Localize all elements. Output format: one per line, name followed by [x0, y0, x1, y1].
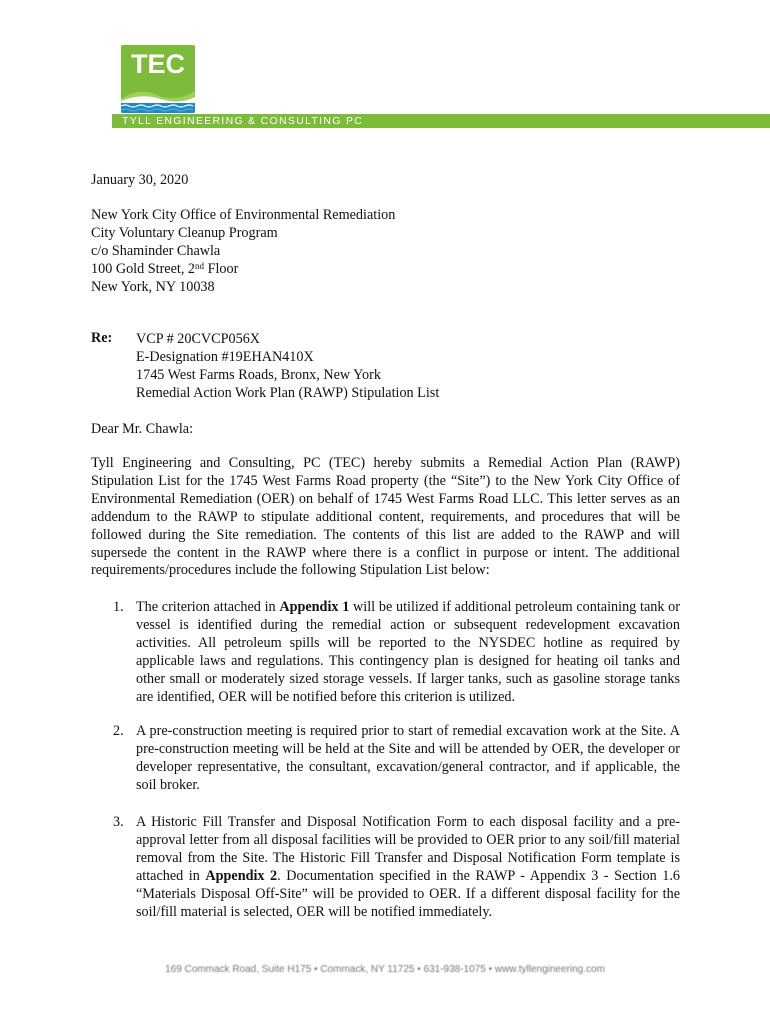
logo-landscape-icon	[121, 81, 195, 113]
re-line: Remedial Action Work Plan (RAWP) Stipulation List	[136, 385, 440, 401]
street-text: 100 Gold Street, 2	[91, 261, 196, 277]
intro-paragraph: Tyll Engineering and Consulting, PC (TEC) hereby submits a Remedial Action Plan (RAWP) Stipulation List for the 1745 West Farms Road property (the “Site”) to the New York City Office of Environmental Remediation (OER) on behalf of 1745 West Farms Road LLC. This letter serves as an addendum to the RAWP to stipulate additional content, requirements, and procedures that will be followed during the Site remediation. The contents of this list are added to the RAWP and will supersede the content in the RAWP where there is a conflict in purpose or intent. The additional requirements/procedures include the following Stipulation List below:	[91, 455, 680, 579]
letterhead-banner	[112, 114, 770, 128]
floor-text: Floor	[204, 261, 239, 277]
floor-ordinal: nd	[195, 261, 205, 271]
company-logo	[121, 45, 195, 113]
address-line: City Voluntary Cleanup Program	[91, 225, 278, 241]
item-text: . Documentation specified in the RAWP - Appendix 3 - Section 1.6 “Materials Disposal Off-Site” will be provided to OER. If a different disposal facility for the soil/fill material is selected, OER will be notified immediately.	[136, 867, 681, 920]
list-item-number: 1.	[113, 599, 124, 615]
address-street	[91, 260, 238, 278]
page-footer: 169 Commack Road, Suite H175 • Commack, NY 11725 • 631-938-1075 • www.tyllengineering.com	[165, 964, 605, 975]
address-line: New York City Office of Environmental Remediation	[91, 207, 396, 223]
address-line: c/o Shaminder Chawla	[91, 243, 221, 259]
list-item	[136, 599, 680, 706]
address-city: New York, NY 10038	[91, 279, 215, 295]
re-line: E-Designation #19EHAN410X	[136, 349, 314, 365]
appendix-reference: Appendix 2	[205, 867, 278, 884]
item-text: A Historic Fill Transfer and Disposal Notification Form to each disposal facility and a pre-approval letter from all disposal facilities will be provided to OER prior to any soil/fill material removal from the Site. The Historic Fill Transfer and Disposal Notification Form template is attached in	[136, 814, 680, 884]
list-item-number: 3.	[113, 814, 124, 830]
company-name: TYLL ENGINEERING & CONSULTING PC	[122, 115, 364, 127]
re-line: 1745 West Farms Roads, Bronx, New York	[136, 367, 381, 383]
re-label: Re:	[91, 330, 113, 346]
list-item: A pre-construction meeting is required prior to start of remedial excavation work at the Site. A pre-construction meeting will be held at the Site and will be attended by OER, the developer or developer representative, the consultant, excavation/general contractor, and if applicable, the soil broker.	[136, 723, 680, 793]
list-item-number: 2.	[113, 723, 124, 739]
letter-date: January 30, 2020	[91, 172, 189, 188]
re-line: VCP # 20CVCP056X	[136, 331, 261, 347]
logo-text: TEC	[131, 49, 185, 79]
list-item	[136, 814, 680, 921]
item-text: The criterion attached in	[136, 599, 280, 615]
appendix-reference: Appendix 1	[279, 599, 350, 615]
salutation: Dear Mr. Chawla:	[91, 421, 194, 437]
item-text: will be utilized if additional petroleum containing tank or vessel is identified during the remedial action or subsequent redevelopment excavation activities. All petroleum spills will be reported to the NYSDEC hotline as required by applicable laws and regulations. This contingency plan is designed for heating oil tanks and other small or moderately sized storage vessels. If larger tanks, such as gasoline storage tanks are identified, OER will be notified before this criterion is utilized.	[136, 599, 680, 705]
